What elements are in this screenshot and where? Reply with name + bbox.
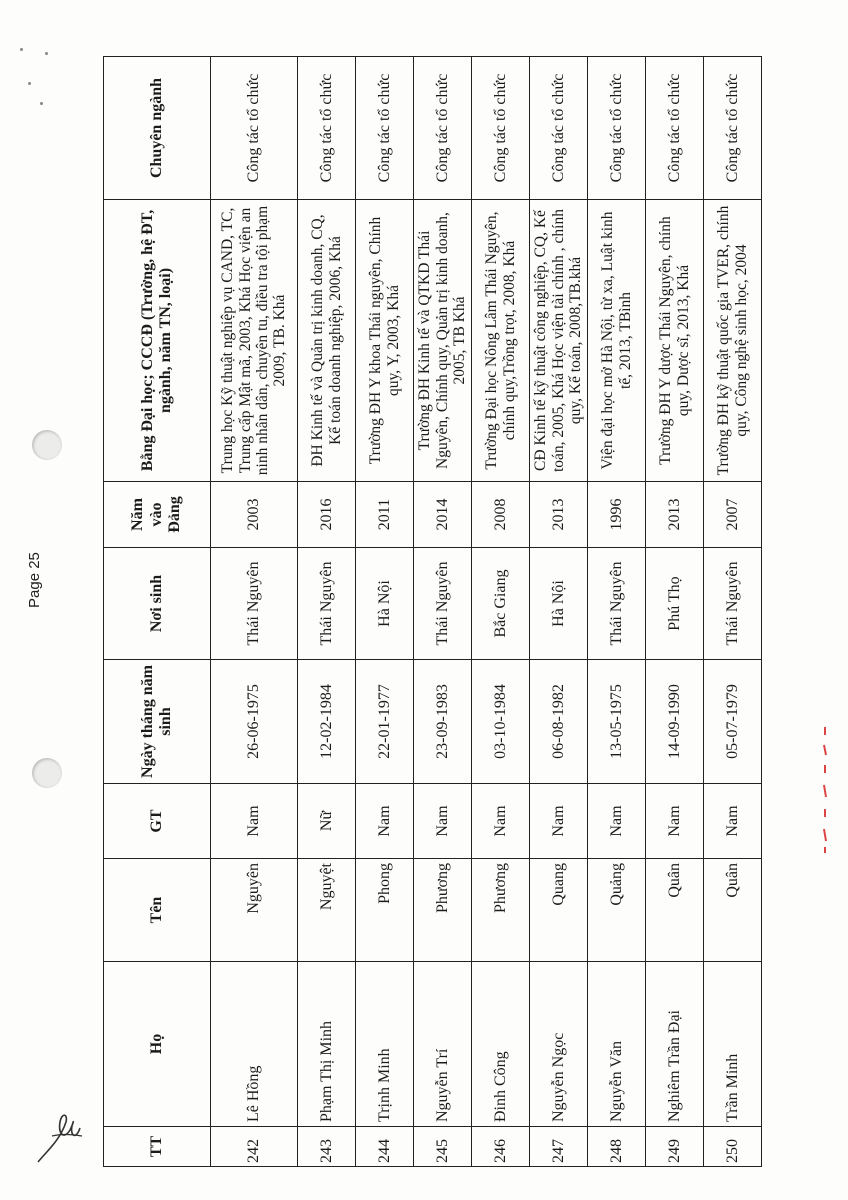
cell-degree: Trường ĐH Kinh tế và QTKD Thái Nguyên, Chính quy, Quản trị kinh doanh, 2005, TB Khá (414, 200, 472, 482)
cell-pob: Thái Nguyên (298, 548, 356, 660)
page-number: Page 25 (26, 552, 43, 608)
cell-gt: Nam (472, 784, 530, 859)
cell-tt: 243 (298, 1127, 356, 1167)
header-pob: Nơi sinh (104, 548, 211, 660)
header-dob: Ngày tháng năm sinh (104, 660, 211, 784)
header-party: Năm vào Đảng (104, 482, 211, 548)
cell-major: Công tác tổ chức (298, 57, 356, 200)
punch-hole (32, 430, 62, 460)
cell-dob: 06-08-1982 (530, 660, 588, 784)
cell-ho: Nguyễn Văn (588, 962, 646, 1127)
cell-ten: Quảng (588, 859, 646, 962)
scan-speck (28, 82, 31, 85)
cell-ten: Quân (646, 859, 704, 962)
cell-gt: Nam (414, 784, 472, 859)
cell-party: 2013 (646, 482, 704, 548)
cell-party: 2014 (414, 482, 472, 548)
cell-gt: Nam (356, 784, 414, 859)
header-major: Chuyên ngành (104, 57, 211, 200)
cell-ho: Nghiêm Trần Đại (646, 962, 704, 1127)
table-row (704, 57, 762, 1167)
table-row (646, 57, 704, 1167)
cell-ho: Phạm Thị Minh (298, 962, 356, 1127)
punch-hole (32, 758, 62, 788)
cell-major: Công tác tổ chức (472, 57, 530, 200)
cell-degree: Trường ĐH Y dược Thái Nguyên, chính quy, Dược sĩ, 2013, Khá (646, 200, 704, 482)
cell-degree: Trung học Kỹ thuật nghiệp vụ CAND, TC, Trung cấp Mật mã, 2003, Khá Học viện an ninh nhân dân, chuyên tu, điều tra tội phạm 2009, TB. Khá (211, 200, 298, 482)
cell-gt: Nữ (298, 784, 356, 859)
cell-gt: Nam (530, 784, 588, 859)
cell-degree: CĐ Kinh tế kỹ thuật công nghiệp, CQ, Kế toán, 2005, Khá Học viện tài chính , chính quy, Kế toán, 2008,TB.khá (530, 200, 588, 482)
cell-major: Công tác tổ chức (211, 57, 298, 200)
header-ten: Tên (104, 859, 211, 962)
cell-party: 2008 (472, 482, 530, 548)
scan-speck (45, 52, 48, 55)
cell-major: Công tác tổ chức (356, 57, 414, 200)
cell-tt: 250 (704, 1127, 762, 1167)
cell-ten: Phương (414, 859, 472, 962)
cell-ho: Trịnh Minh (356, 962, 414, 1127)
cell-pob: Thái Nguyên (588, 548, 646, 660)
header-degree: Bằng Đại học; CCCĐ (Trường, hệ ĐT, ngành, năm TN, loại) (104, 200, 211, 482)
cell-dob: 22-01-1977 (356, 660, 414, 784)
cell-pob: Phú Thọ (646, 548, 704, 660)
header-gt: GT (104, 784, 211, 859)
cell-pob: Hà Nội (356, 548, 414, 660)
personnel-table (103, 56, 762, 1167)
cell-ten: Phong (356, 859, 414, 962)
cell-dob: 14-09-1990 (646, 660, 704, 784)
cell-tt: 247 (530, 1127, 588, 1167)
cell-pob: Thái Nguyên (414, 548, 472, 660)
scan-speck (20, 48, 23, 51)
cell-ten: Nguyệt (298, 859, 356, 962)
cell-ten: Quang (530, 859, 588, 962)
cell-tt: 248 (588, 1127, 646, 1167)
cell-major: Công tác tổ chức (414, 57, 472, 200)
cell-dob: 23-09-1983 (414, 660, 472, 784)
cell-pob: Hà Nội (530, 548, 588, 660)
cell-gt: Nam (646, 784, 704, 859)
signature-initial-icon (30, 1100, 90, 1170)
cell-pob: Thái Nguyên (704, 548, 762, 660)
cell-party: 2007 (704, 482, 762, 548)
cell-ten: Quân (704, 859, 762, 962)
cell-gt: Nam (704, 784, 762, 859)
cell-dob: 03-10-1984 (472, 660, 530, 784)
table-row (211, 57, 298, 1167)
cell-tt: 249 (646, 1127, 704, 1167)
cell-pob: Thái Nguyên (211, 548, 298, 660)
cell-dob: 13-05-1975 (588, 660, 646, 784)
table-row (530, 57, 588, 1167)
cell-dob: 12-02-1984 (298, 660, 356, 784)
cell-ten: Phương (472, 859, 530, 962)
cell-dob: 05-07-1979 (704, 660, 762, 784)
red-ink-mark-icon (818, 725, 832, 855)
cell-major: Công tác tổ chức (530, 57, 588, 200)
cell-degree: ĐH Kinh tế và Quản trị kinh doanh, CQ, Kế toán doanh nghiệp, 2006, Khá (298, 200, 356, 482)
cell-major: Công tác tổ chức (704, 57, 762, 200)
table-header-row (104, 57, 211, 1167)
scan-speck (40, 102, 43, 105)
table-row (414, 57, 472, 1167)
cell-degree: Trường ĐH kỹ thuật quốc gia TVER, chính quy, Công nghệ sinh học, 2004 (704, 200, 762, 482)
cell-pob: Bắc Giang (472, 548, 530, 660)
cell-party: 2003 (211, 482, 298, 548)
cell-party: 1996 (588, 482, 646, 548)
cell-ho: Nguyễn Trí (414, 962, 472, 1127)
cell-degree: Viện đại học mở Hà Nội, từ xa, Luật kinh tế, 2013, TBình (588, 200, 646, 482)
cell-degree: Trường Đại học Nông Lâm Thái Nguyên, chính quy,Trồng trọt, 2008, Khá (472, 200, 530, 482)
cell-degree: Trường ĐH Y khoa Thái nguyên, Chính quy, Y, 2003, Khá (356, 200, 414, 482)
table-row (298, 57, 356, 1167)
rotated-table-wrapper (103, 57, 762, 1167)
cell-major: Công tác tổ chức (588, 57, 646, 200)
table-row (472, 57, 530, 1167)
cell-ho: Đinh Công (472, 962, 530, 1127)
cell-party: 2013 (530, 482, 588, 548)
cell-tt: 244 (356, 1127, 414, 1167)
cell-ten: Nguyên (211, 859, 298, 962)
cell-tt: 246 (472, 1127, 530, 1167)
cell-dob: 26-06-1975 (211, 660, 298, 784)
cell-ho: Nguyễn Ngọc (530, 962, 588, 1127)
cell-party: 2016 (298, 482, 356, 548)
header-tt: TT (104, 1127, 211, 1167)
cell-gt: Nam (211, 784, 298, 859)
cell-tt: 245 (414, 1127, 472, 1167)
cell-gt: Nam (588, 784, 646, 859)
cell-ho: Lê Hồng (211, 962, 298, 1127)
table-row (356, 57, 414, 1167)
cell-tt: 242 (211, 1127, 298, 1167)
cell-ho: Trần Minh (704, 962, 762, 1127)
table-row (588, 57, 646, 1167)
cell-major: Công tác tổ chức (646, 57, 704, 200)
header-ho: Họ (104, 962, 211, 1127)
cell-party: 2011 (356, 482, 414, 548)
